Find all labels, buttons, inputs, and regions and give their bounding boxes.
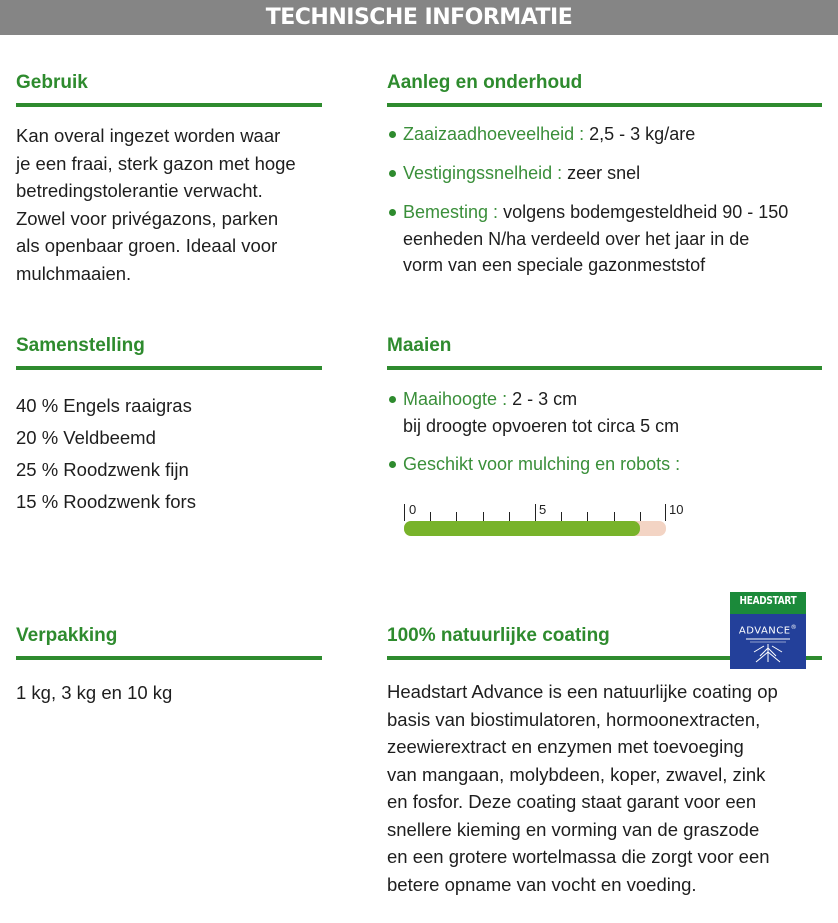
section-gebruik — [16, 72, 322, 287]
scale-tick — [587, 512, 588, 521]
banner-title: TECHNISCHE INFORMATIE — [265, 5, 573, 30]
section-aanleg — [387, 72, 822, 279]
text-line: zeewierextract en enzymen met toevoeging — [387, 736, 744, 757]
text-line: snellere kieming en vorming van de graszode — [387, 818, 760, 840]
text-line: als openbaar groen. Ideaal voor — [16, 235, 278, 256]
scale-label-mid: 5 — [539, 502, 547, 517]
text-line: je een fraai, sterk gazon met hoge — [16, 152, 296, 174]
scale-tick — [456, 512, 457, 521]
section-samenstelling — [16, 335, 322, 518]
item-value-line: eenheden N/ha verdeeld over het jaar in de — [403, 228, 750, 249]
composition-item: 20 % Veldbeemd — [16, 427, 156, 448]
item-value: zeer snel — [567, 163, 641, 183]
section-title: 100% natuurlijke coating — [387, 625, 610, 646]
list-item — [387, 199, 822, 279]
item-label: Vestigingssnelheid : — [403, 163, 563, 183]
section-verpakking — [16, 625, 322, 707]
roots-icon — [744, 638, 792, 664]
scale-tick — [509, 512, 510, 521]
section-divider — [16, 103, 322, 107]
bullet-icon — [389, 170, 396, 177]
item-value: 2,5 - 3 kg/are — [589, 124, 696, 144]
section-divider — [16, 366, 322, 370]
scale-tick — [561, 512, 562, 521]
samenstelling-list — [16, 390, 322, 518]
text-line: Headstart Advance is een natuurlijke coating op — [387, 681, 778, 702]
section-title: Samenstelling — [16, 335, 145, 356]
aanleg-list — [387, 121, 822, 279]
scale-label-max: 10 — [669, 502, 684, 517]
text-line: van mangaan, molybdeen, koper, zwavel, zink — [387, 763, 766, 785]
item-value: 2 - 3 cm — [512, 389, 578, 409]
item-value: volgens bodemgesteldheid 90 - 150 — [503, 202, 789, 222]
page-banner — [0, 0, 838, 35]
text-line: basis van biostimulatoren, hormoonextracten, — [387, 708, 761, 730]
section-divider — [387, 366, 822, 370]
logo-word — [730, 624, 806, 636]
maaien-list — [387, 386, 822, 478]
list-item — [387, 451, 822, 478]
item-label: Geschikt voor mulching en robots : — [403, 454, 681, 474]
composition-item: 15 % Roodzwenk fors — [16, 491, 196, 512]
text-line: betere opname van vocht en voeding. — [387, 873, 697, 895]
scale-tick — [614, 512, 615, 521]
text-line: en fosfor. Deze coating staat garant voor een — [387, 791, 757, 812]
bullet-icon — [389, 131, 396, 138]
logo-mark: ® — [790, 624, 798, 631]
list-item — [387, 121, 822, 148]
bullet-icon — [389, 461, 396, 468]
section-title: Gebruik — [16, 72, 88, 93]
logo-chevron — [730, 606, 806, 614]
list-item — [387, 386, 822, 439]
scale-tick — [535, 504, 536, 521]
scale-tick — [404, 504, 405, 521]
text-line: betredingstolerantie verwacht. — [16, 180, 263, 201]
scale-fill — [404, 521, 640, 536]
coating-text — [387, 678, 822, 898]
section-maaien — [387, 335, 822, 478]
verpakking-text: 1 kg, 3 kg en 10 kg — [16, 682, 173, 703]
section-divider — [387, 103, 822, 107]
text-line: en een grotere wortelmassa die zorgt voor een — [387, 846, 770, 867]
item-label: Bemesting : — [403, 202, 499, 222]
item-value-line: bij droogte opvoeren tot circa 5 cm — [403, 415, 680, 436]
bullet-icon — [389, 209, 396, 216]
item-value-line: vorm van een speciale gazonmeststof — [403, 255, 706, 275]
list-item — [387, 160, 822, 187]
scale-tick — [483, 512, 484, 521]
mulching-suitability-scale — [404, 500, 684, 540]
scale-label-min: 0 — [409, 502, 417, 517]
section-divider — [16, 656, 322, 660]
gebruik-text — [16, 122, 322, 287]
section-title: Verpakking — [16, 625, 118, 646]
composition-item: 40 % Engels raaigras — [16, 395, 192, 416]
bullet-icon — [389, 396, 396, 403]
item-label: Zaaizaadhoeveelheid : — [403, 124, 585, 144]
item-label: Maaihoogte : — [403, 389, 508, 409]
scale-tick — [430, 512, 431, 521]
scale-tick — [640, 512, 641, 521]
logo-word-text: ADVANCE — [738, 625, 791, 637]
text-line: Zowel voor privégazons, parken — [16, 207, 279, 229]
text-line: Kan overal ingezet worden waar — [16, 125, 281, 146]
scale-tick — [665, 504, 666, 521]
headstart-advance-logo — [730, 592, 806, 669]
text-line: mulchmaaien. — [16, 262, 132, 284]
composition-item: 25 % Roodzwenk fijn — [16, 459, 189, 480]
section-title: Aanleg en onderhoud — [387, 72, 583, 93]
logo-top-text: HEADSTART — [739, 595, 797, 607]
section-title: Maaien — [387, 335, 452, 356]
